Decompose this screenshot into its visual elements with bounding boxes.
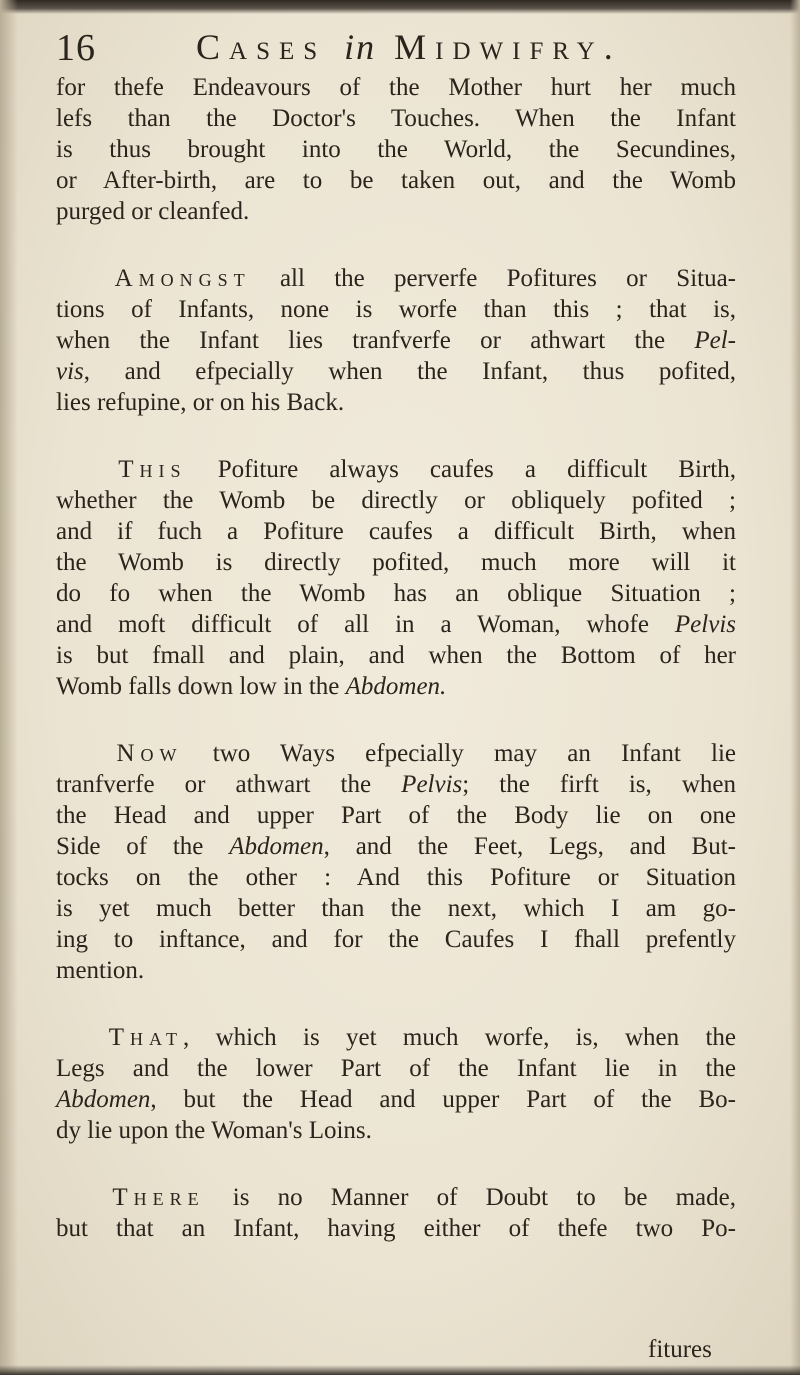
text-line: for thefe Endeavours of the Mother hurt her much [56,74,736,101]
paragraph-gap [56,1146,736,1182]
page-number: 16 [56,27,96,69]
paragraph-5 [56,1022,736,1146]
page-header [56,26,756,76]
text-line: Legs and the lower Part of the Infant lie in the [56,1055,736,1082]
page-top-shadow [0,0,800,14]
text-line: and if fuch a Pofiture caufes a difficult Birth, when [56,518,736,545]
text-line [56,609,736,640]
paragraph-lead-word: There [112,1184,205,1211]
page-left-edge [0,0,18,1375]
text-line: mention. [56,957,145,984]
text-line [56,831,736,862]
italic-term: Pelvis [401,771,463,798]
text-line: whether the Womb be directly or obliquely pofited ; [56,487,736,514]
text-line: tocks on the other : And this Pofiture or Situation [56,864,736,891]
paragraph-4 [56,738,736,986]
text-line [56,356,736,387]
text-line: tions of Infants, none is worfe than this ; that is, [56,296,736,323]
text-line [56,769,736,800]
italic-term: Abdomen [56,1086,151,1113]
paragraph-lead-word: Amongst [114,265,251,292]
paragraph-3 [56,454,736,702]
text-run: Side of the [56,833,230,860]
paragraph-gap [56,702,736,738]
text-line: dy lie upon the Woman's Loins. [56,1117,372,1144]
text-run: , but the Head and upper Part of the Bo- [150,1086,736,1113]
text-run: when the Infant lies tranfverfe or athwart the [56,327,695,354]
text-line [56,454,736,485]
text-line: purged or cleanfed. [56,198,250,225]
text-run: , which is yet much worfe, is, when the [182,1024,736,1051]
body-text [56,72,736,1244]
text-line [56,1182,736,1213]
page-right-edge [790,0,800,1375]
paragraph-lead-word: This [118,456,187,483]
running-head-in: in [344,27,377,67]
text-line [56,1084,736,1115]
running-head-cases: Cases [196,27,327,67]
text-line: ing to inftance, and for the Caufes I fhall prefently [56,926,736,953]
paragraph-gap [56,986,736,1022]
text-line: lefs than the Doctor's Touches. When the Infant [56,105,736,132]
text-run: Womb falls down low in the [56,673,346,700]
text-line: do fo when the Womb has an oblique Situation ; [56,580,736,607]
paragraph-lead-word: That [108,1024,183,1051]
paragraph-gap [56,418,736,454]
running-head-midwifry: Midwifry. [394,27,622,67]
text-run: ; the firft is, when [462,771,736,798]
catchword: fitures [648,1336,712,1363]
running-head [196,26,622,68]
text-line: or After-birth, are to be taken out, and the Womb [56,167,736,194]
text-line: is thus brought into the World, the Secundines, [56,136,736,163]
italic-term: Abdomen [229,833,324,860]
text-line [56,1022,736,1053]
text-run: all the perverfe Pofitures or Situa- [250,265,737,292]
paragraph-6 [56,1182,736,1244]
italic-term: vis [56,358,84,385]
italic-term: Pel- [694,327,736,354]
text-run: , and the Feet, Legs, and But- [323,833,736,860]
text-line [56,263,736,294]
text-line: lies refupine, or on his Back. [56,389,345,416]
text-run: , and efpecially when the Infant, thus pofited, [83,358,736,385]
text-run: is no Manner of Doubt to be made, [204,1184,736,1211]
text-line [56,738,736,769]
text-line: the Head and upper Part of the Body lie on one [56,802,736,829]
text-line [56,671,736,702]
text-run: tranfverfe or athwart the [56,771,402,798]
page-bottom-shadow [0,1365,800,1375]
paragraph-1 [56,72,736,227]
text-line: is but fmall and plain, and when the Bottom of her [56,642,736,669]
text-line: the Womb is directly pofited, much more will it [56,549,736,576]
text-line: but that an Infant, having either of thefe two Po- [56,1215,736,1242]
italic-term: Pelvis [674,611,736,638]
italic-term: Abdomen. [345,673,447,700]
paragraph-lead-word: Now [116,740,183,767]
text-run: and moft difficult of all in a Woman, whofe [56,611,675,638]
text-run: Pofiture always caufes a difficult Birth, [186,456,737,483]
text-run: two Ways efpecially may an Infant lie [182,740,736,767]
paragraph-gap [56,227,736,263]
text-line [56,325,736,356]
paragraph-2 [56,263,736,418]
text-line: is yet much better than the next, which I am go- [56,895,736,922]
